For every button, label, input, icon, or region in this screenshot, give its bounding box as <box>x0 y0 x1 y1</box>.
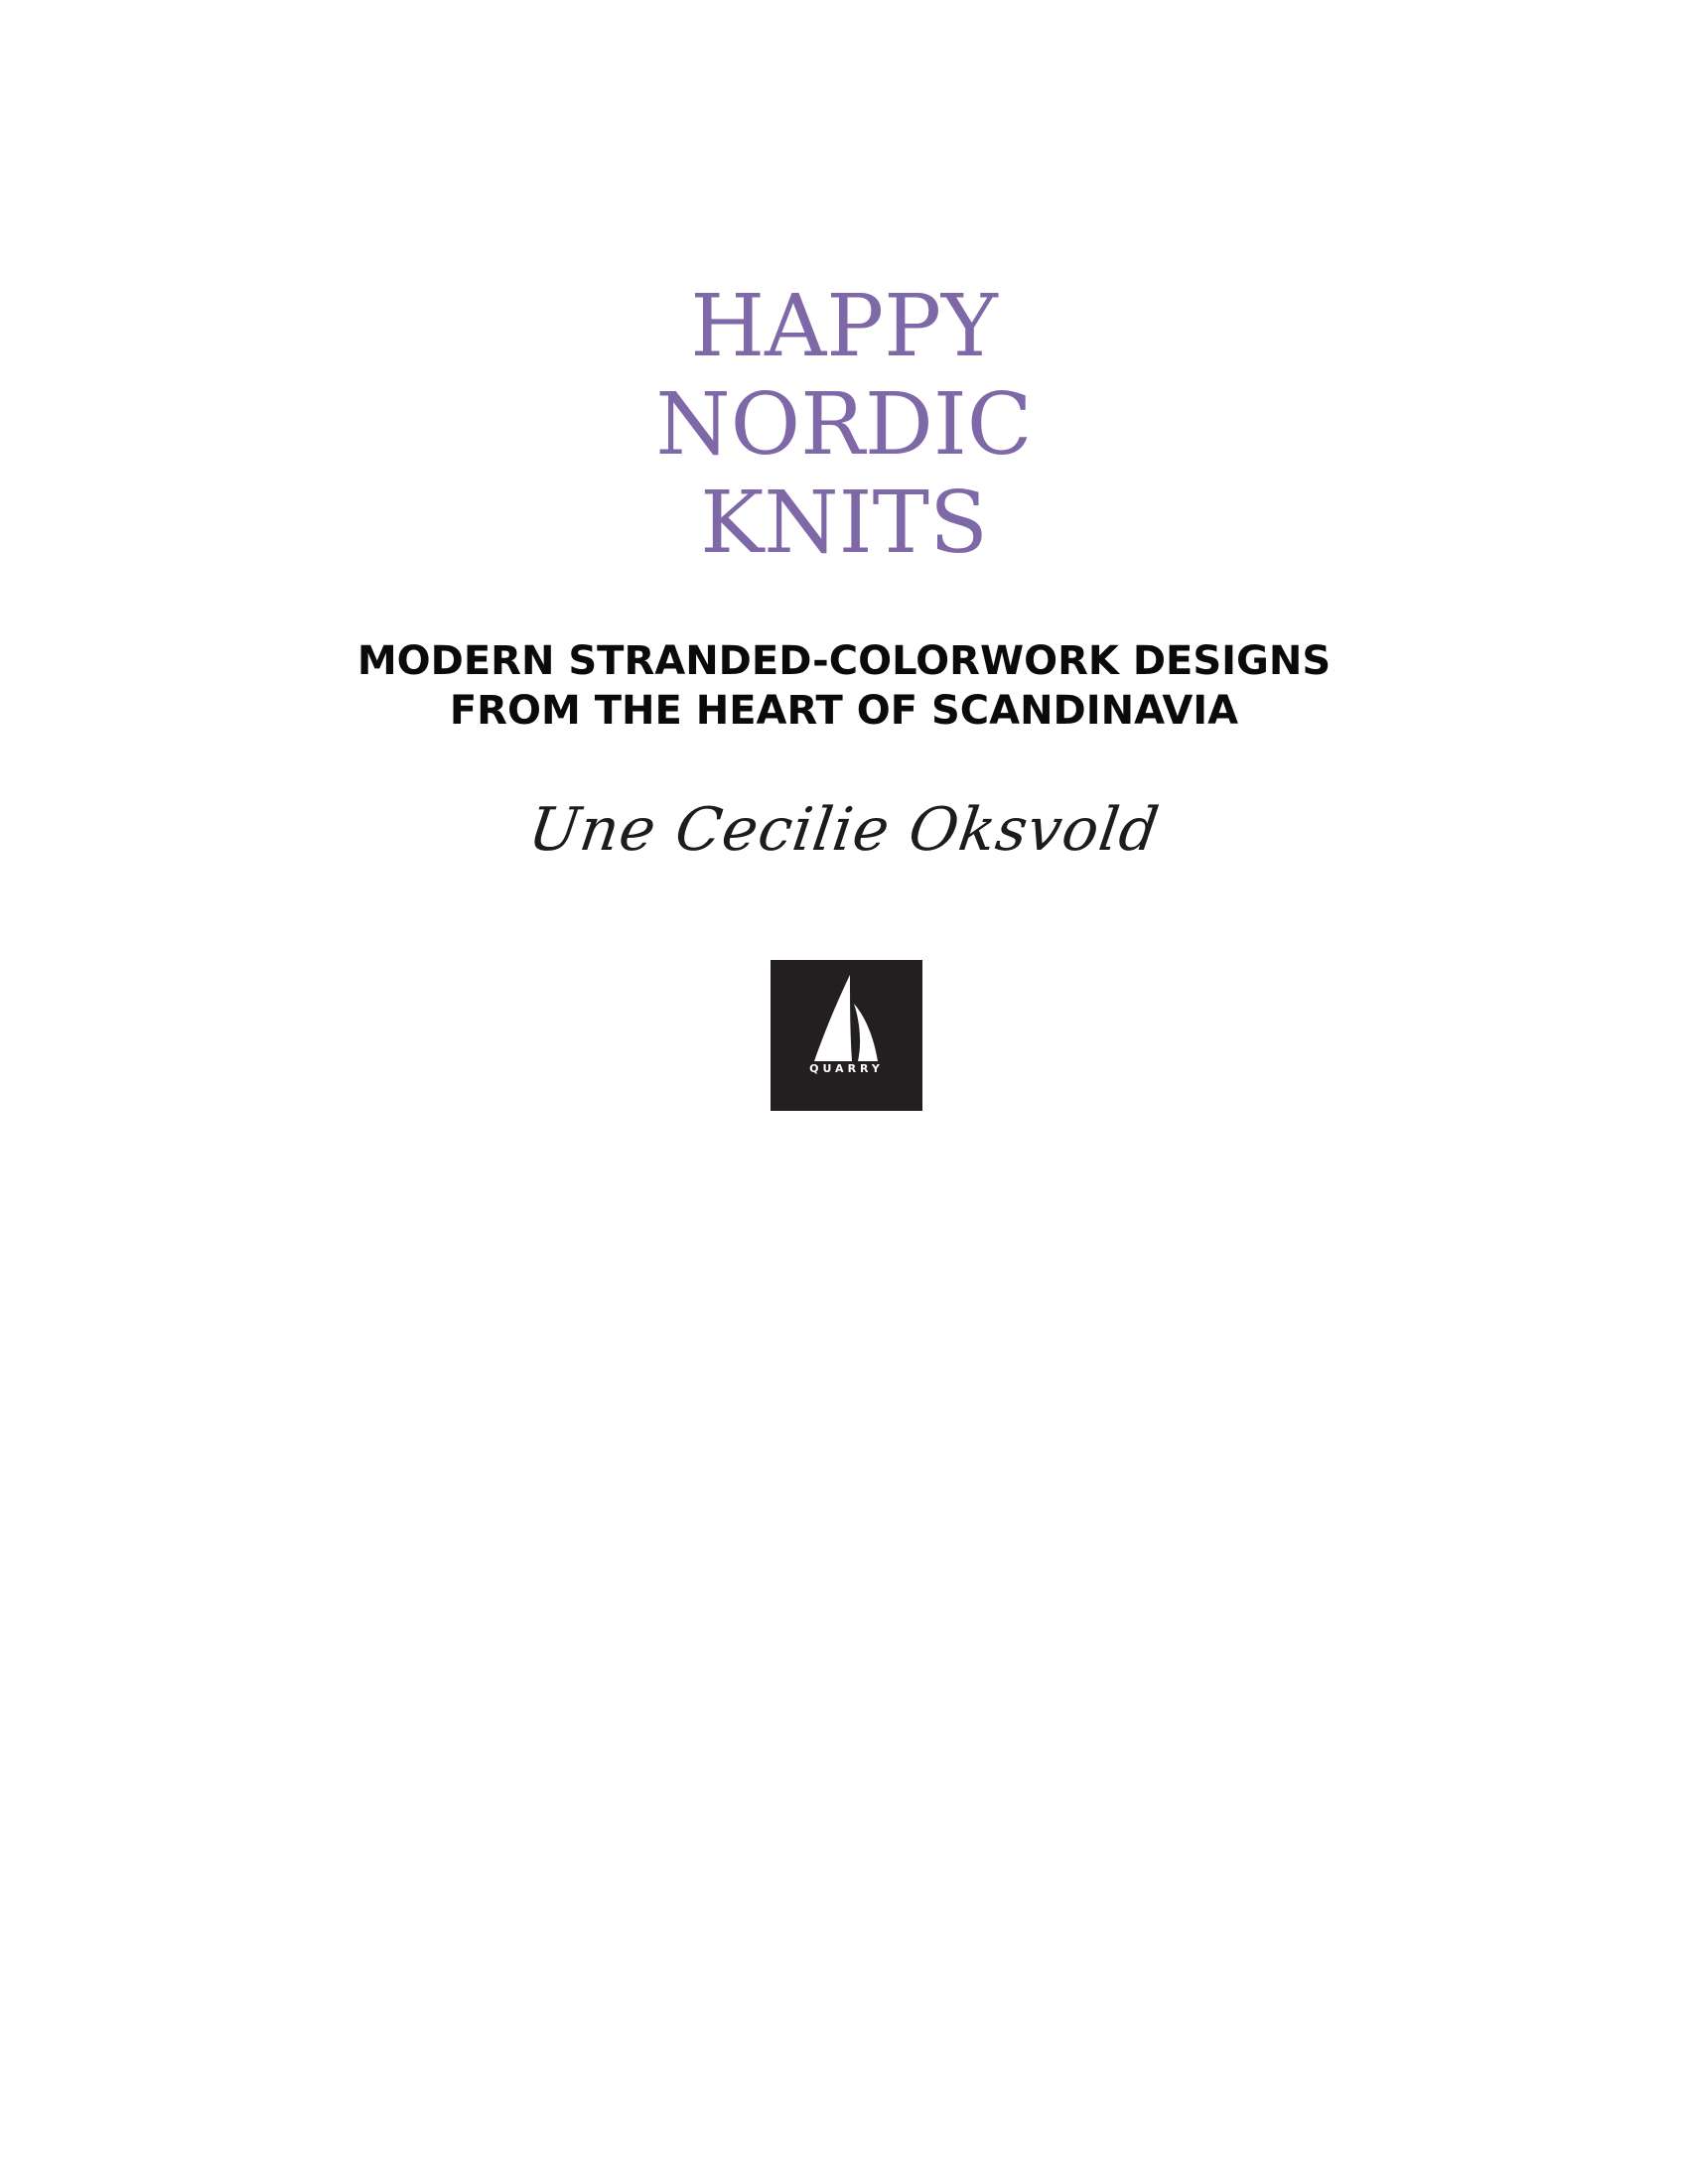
subtitle-line-1: MODERN STRANDED-COLORWORK DESIGNS <box>356 638 1332 684</box>
author-signature: Une Cecilie Oksvold <box>524 795 1164 865</box>
subtitle-line-2: FROM THE HEART OF SCANDINAVIA <box>449 688 1239 734</box>
publisher-name: QUARRY <box>809 1062 884 1075</box>
title-line-2: NORDIC <box>655 375 1033 475</box>
publisher-logo <box>771 960 922 1111</box>
title-line-3: KNITS <box>700 474 988 573</box>
book-title <box>0 278 1688 573</box>
title-line-1: HAPPY <box>690 277 998 376</box>
book-subtitle <box>0 636 1688 736</box>
sailboat-icon <box>771 960 922 1111</box>
